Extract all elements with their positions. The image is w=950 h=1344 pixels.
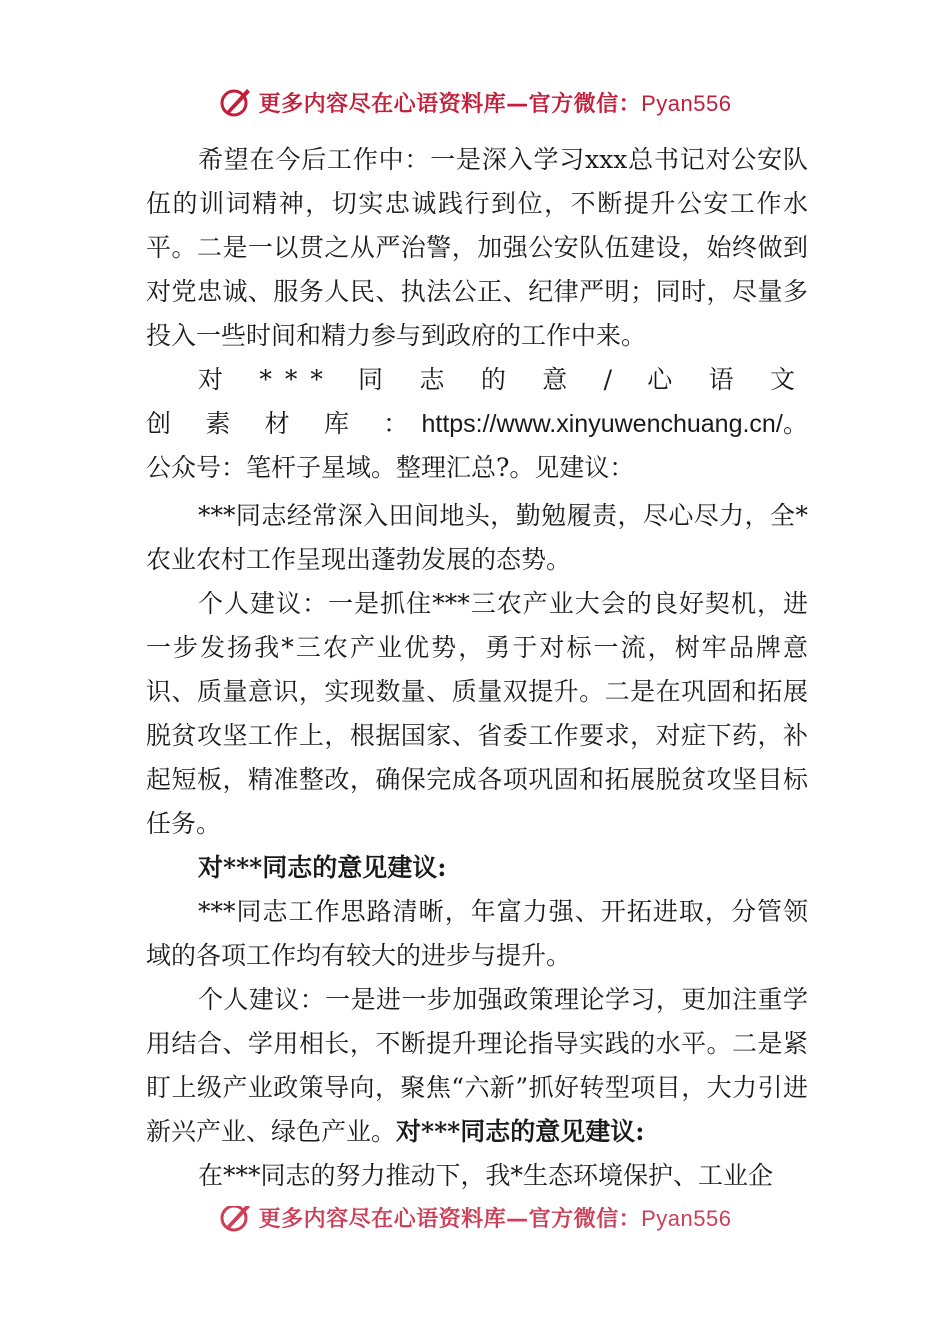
- banner-text: 更多内容尽在心语资料库—官方微信：Pyan556: [258, 1206, 732, 1232]
- paragraph: ***同志经常深入田间地头，勤勉履责，尽心尽力，全*农业农村工作呈现出蓬勃发展的态势。: [146, 501, 808, 574]
- banner-text: 更多内容尽在心语资料库—官方微信：Pyan556: [258, 90, 732, 117]
- section-heading: 对***同志的意见建议:: [198, 853, 447, 882]
- section-heading-inline: 对***同志的意见建议:: [396, 1117, 645, 1146]
- website-link-part2[interactable]: www.xinyuwenchuang.cn/: [496, 410, 783, 438]
- paragraph: 个人建议：一是抓住***三农产业大会的良好契机，进一步发扬我*三农产业优势，勇于对标一流，树牢品牌意识、质量意识，实现数量、质量双提升。二是在巩固和拓展脱贫攻坚工作上，根据国家、省委工作要求，对症下药，补起短板，精准整改，确保完成各项巩固和拓展脱贫攻坚目标任务。: [146, 589, 808, 838]
- paragraph-with-link: 对 *** 同 志 的 意 / 心 语 文 创 素 材 库 ：https://www.xinyuwenchuang.cn/。公众号：笔杆子星域。整理汇总?。见建议：: [146, 365, 808, 482]
- document-body: [146, 138, 808, 1198]
- paragraph: 个人建议：一是进一步加强政策理论学习，更加注重学用结合、学用相长，不断提升理论指导实践的水平。二是紧盯上级产业政策导向，聚焦“六新”抓好转型项目，大力引进新兴产业、绿色产业。对***同志的意见建议:: [146, 985, 808, 1146]
- footer-banner: [0, 1206, 950, 1238]
- header-banner: [0, 84, 950, 120]
- paragraph: ***同志工作思路清晰，年富力强、开拓进取，分管领域的各项工作均有较大的进步与提升。: [146, 897, 808, 970]
- quill-logo-icon: [219, 1206, 253, 1234]
- quill-logo-icon: [219, 85, 253, 119]
- paragraph: 在***同志的努力推动下，我*生态环境保护、工业企: [198, 1161, 774, 1190]
- paragraph: 希望在今后工作中：一是深入学习xxx总书记对公安队伍的训词精神，切实忠诚践行到位，不断提升公安工作水平。二是一以贯之从严治警，加强公安队伍建设，始终做到对党忠诚、服务人民、执法公正、纪律严明；同时，尽量多投入一些时间和精力参与到政府的工作中来。: [146, 145, 808, 350]
- website-link-part1[interactable]: https://: [421, 410, 497, 438]
